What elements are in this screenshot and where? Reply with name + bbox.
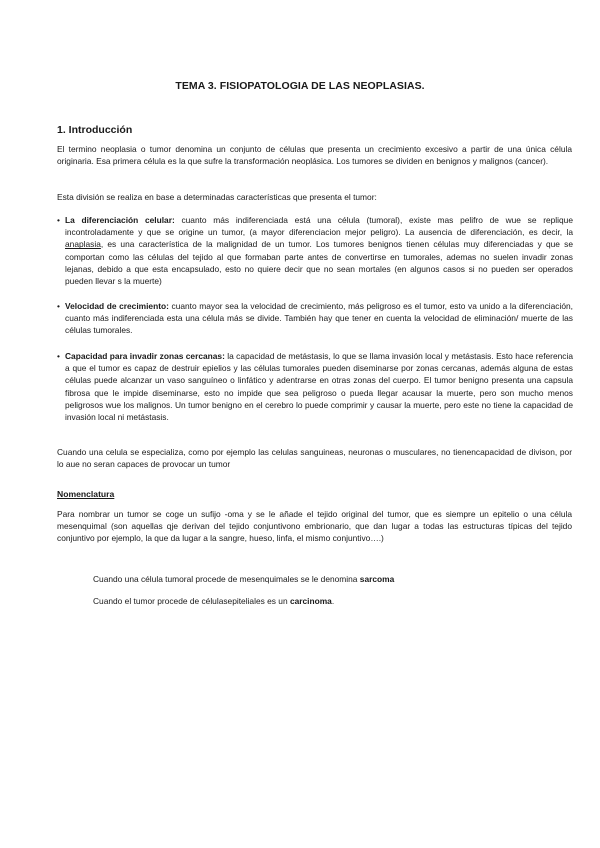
intro-paragraph: El termino neoplasia o tumor denomina un conjunto de células que presenta un crecimiento excesivo a partir de una única célula originaria. Esa primera célula es la que sufre la transformación neoplásica. Los tumores se dividen en benignos y malignos (cancer).: [57, 144, 572, 167]
division-paragraph: Esta división se realiza en base a determinadas características que presenta el tumor:: [57, 192, 377, 202]
list-item-text: , es una característica de la malignidad de un tumor. Los tumores benignos tienen células muy diferenciadas y que se comportan como las células del tejido al que formaban parte antes de convertirse en tumorales, ademas no suelen invadir zonas lejanas, debido a que esta encapsulado, esto no quiere decir que no sean mortales (en algunos casos si no pueden ser operados pueden llevar s la muerte): [65, 239, 573, 287]
sarcoma-line: [93, 573, 394, 585]
carcinoma-period: .: [331, 596, 335, 606]
nomenclatura-paragraph: Para nombrar un tumor se coge un sufijo -oma y se le añade el tejido original del tumor, que es siempre un epitelio o una célula mesenquimal (son aquellas qje derivan del tejido conjuntivono embrionario, que dan lugar a todas las estructuras típicas del tejido conjuntivo por ejemplo, la que da lugar a la sangre, hueso, linfa, el mismo conjuntivo….): [57, 509, 572, 544]
page-title: TEMA 3. FISIOPATOLOGIA DE LAS NEOPLASIAS.: [175, 80, 425, 92]
list-item-capacidad: [57, 350, 573, 423]
list-item-term: Velocidad de crecimiento:: [65, 301, 169, 311]
sarcoma-term: sarcoma: [359, 574, 395, 584]
section-heading-introduction: 1. Introducción: [57, 124, 133, 136]
carcinoma-line: [93, 595, 334, 607]
specialize-paragraph: Cuando una celula se especializa, como por ejemplo las celulas sanguineas, neuronas o musculares, no tienencapacidad de divison, por lo aue no seran capaces de provocar un tumor: [57, 447, 572, 470]
sarcoma-text: Cuando una célula tumoral procede de mesenquimales se le denomina: [93, 574, 360, 584]
list-item-term: La diferenciación celular:: [65, 215, 175, 225]
anaplasia-link[interactable]: anaplasia: [65, 239, 101, 250]
carcinoma-term: carcinoma: [289, 596, 332, 606]
list-item-body: [65, 300, 573, 337]
list-item-term: Capacidad para invadir zonas cercanas:: [65, 351, 225, 361]
list-item-text: la capacidad de metástasis, lo que se llama invasión local y metástasis. Esto hace referencia a que el tumor es capaz de destruir epielios y las células tumorales pueden diseminarse por zonas cercanas, además alguna de estas células puede alcanzar un vaso sanguíneo o linfático y adentrarse en otras zonas del cuerpo. El tumor benigno presenta una capsula fibrosa que le impide diseminarse, esto no impide que sea peligroso o pueda llegar acausar la muerte, pero son mucho menos peligrosos wue los malignos. Un tumor benigno en el cerebro lo puede comprimir y causar la muerte, pero este no tiene la capacidad de invasión local ni metástasis.: [65, 351, 573, 423]
list-item-text: cuanto mayor sea la velocidad de crecimiento, más peligroso es el tumor, esto va unido a la diferenciación, cuanto más indiferenciada esta una célula más se divide. También hay que tener en cuenta la velocidad de eliminación/ muerte de las células tumorales.: [65, 301, 573, 336]
list-item-diferenciacion: [57, 214, 573, 287]
carcinoma-text: Cuando el tumor procede de célulasepiteliales es un: [93, 596, 290, 606]
list-item-body: [65, 350, 573, 423]
nomenclatura-heading: Nomenclatura: [57, 489, 115, 499]
list-item-velocidad: [57, 300, 573, 337]
list-item-text: cuanto más indiferenciada está una célula (tumoral), existe mas pelifro de wue se replique incontroladamente y que se origine un tumor, (a mayor diferenciacion mejor peligro). La ausencia de diferenciación, es decir, la: [65, 215, 573, 238]
bullet-icon: •: [57, 351, 60, 361]
bullet-icon: •: [57, 215, 60, 225]
bullet-icon: •: [57, 301, 60, 311]
list-item-body: [65, 214, 573, 287]
